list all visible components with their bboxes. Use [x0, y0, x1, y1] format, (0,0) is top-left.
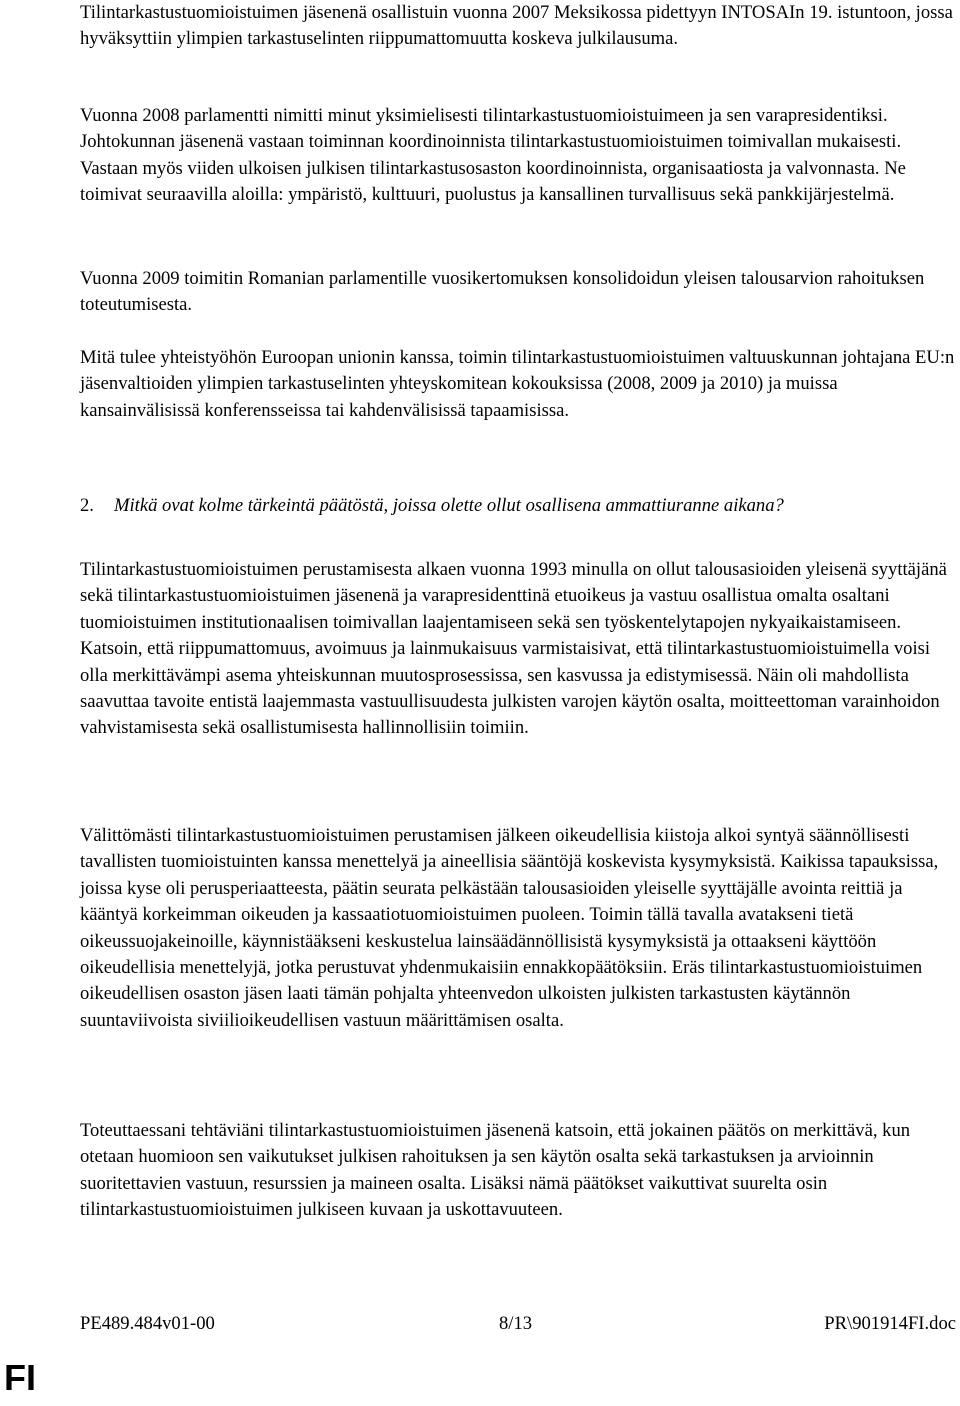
- paragraph-intosai: Tilintarkastustuomioistuimen jäsenenä osallistuin vuonna 2007 Meksikossa pidettyyn INTOSAIn 19. istuntoon, jossa hyväksyttiin ylimpien tarkastuselinten riippumattomuutta koskeva julkilausuma.: [80, 2, 953, 50]
- paragraph-vice-president: Vuonna 2008 parlamentti nimitti minut yksimielisesti tilintarkastustuomioistuimeen ja sen varapresidentiksi. Johtokunnan jäsenenä vastaan toiminnan koordinoinnista tilintarkastustuomioistuimen toimivallan mukaisesti. Vastaan myös viiden ulkoisen julkisen tilintarkastusosaston koordinoinnista, organisaatiosta ja valvonnasta. Ne toimivat seuraavilla aloilla: ympäristö, kulttuuri, puolustus ja kansallinen turvallisuus sekä pankkijärjestelmä.: [80, 105, 906, 206]
- paragraph-annual-report: Vuonna 2009 toimitin Romanian parlamentille vuosikertomuksen konsolidoidun yleisen talousarvion rahoituksen toteutumisesta.: [80, 268, 925, 316]
- language-code: FI: [4, 1357, 36, 1398]
- footer-page-number: 8/13: [499, 1313, 533, 1334]
- page-footer: [80, 1311, 956, 1341]
- paragraph-institution-founding: Tilintarkastustuomioistuimen perustamisesta alkaen vuonna 1993 minulla on ollut talousasioiden yleisenä syyttäjänä sekä tilintarkastustuomioistuimen jäsenenä ja varapresidenttinä etuoikeus ja vastuu osallistua omalta osaltani tuomioistuimen institutionaalisen toimivallan laajentamiseen sekä sen työskentelytapojen nykyaikaistamiseen. Katsoin, että riippumattomuus, avoimuus ja lainmukaisuus varmistaisivat, että tilintarkastustuomioistuimella voisi olla merkittävämpi asema yhteiskunnan muutosprosessissa, sen kasvussa ja edistymisessä. Näin oli mahdollista saavuttaa tavoite entistä laajemmasta vastuullisuudesta julkisten varojen käytön osalta, moitteettoman varainhoidon vahvistamisesta sekä osallistumisesta hallinnollisiin toimiin.: [80, 559, 947, 739]
- question-number: 2.: [80, 495, 94, 516]
- paragraph-decisions: Toteuttaessani tehtäviäni tilintarkastustuomioistuimen jäsenenä katsoin, että jokainen päätös on merkittävä, kun otetaan huomioon sen vaikutukset julkisen rahoituksen ja sen käytön osalta sekä tarkastuksen ja arvioinnin suoritettavien vastuun, resurssien ja maineen osalta. Lisäksi nämä päätökset vaikuttivat suurelta osin tilintarkastustuomioistuimen julkiseen kuvaan ja uskottavuuteen.: [80, 1120, 911, 1221]
- footer-file-name: PR\901914FI.doc: [824, 1313, 956, 1334]
- paragraph-legal-disputes: Välittömästi tilintarkastustuomioistuimen perustamisen jälkeen oikeudellisia kiistoja alkoi syntyä säännöllisesti tavallisten tuomioistuinten kanssa menettelyä ja aineellisia sääntöjä koskevista kysymyksistä. Kaikissa tapauksissa, joissa kyse oli perusperiaatteesta, päätin seurata pelkästään talousasioiden yleiselle syyttäjälle avointa reittiä ja kääntyä korkeimman oikeuden ja kassaatiotuomioistuimen puoleen. Toimin tällä tavalla avatakseni tietä oikeussuojakeinoille, käynnistääkseni keskustelua lainsäädännöllisistä kysymyksistä ja ottaakseni käyttöön oikeudellisia menettelyjä, jotka perustuvat yhdenmukaisiin ennakkopäätöksiin. Eräs tilintarkastustuomioistuimen oikeudellisen osaston jäsen laati tämän pohjalta yhteenvedon ulkoisten julkisten tarkastusten käytännön suuntaviivoista siviilioikeudellisen vastuun määrittämisen osalta.: [80, 825, 939, 1031]
- question-text: Mitkä ovat kolme tärkeintä päätöstä, joissa olette ollut osallisena ammattiuranne aikana?: [114, 495, 784, 516]
- question-heading: [80, 493, 784, 519]
- paragraph-eu-cooperation: Mitä tulee yhteistyöhön Euroopan unionin kanssa, toimin tilintarkastustuomioistuimen valtuuskunnan johtajana EU:n jäsenvaltioiden ylimpien tarkastuselinten yhteyskomitean kokouksissa (2008, 2009 ja 2010) ja muissa kansainvälisissä konferensseissa tai kahdenvälisissä tapaamisissa.: [80, 347, 955, 421]
- footer-doc-ref: PE489.484v01-00: [80, 1313, 215, 1334]
